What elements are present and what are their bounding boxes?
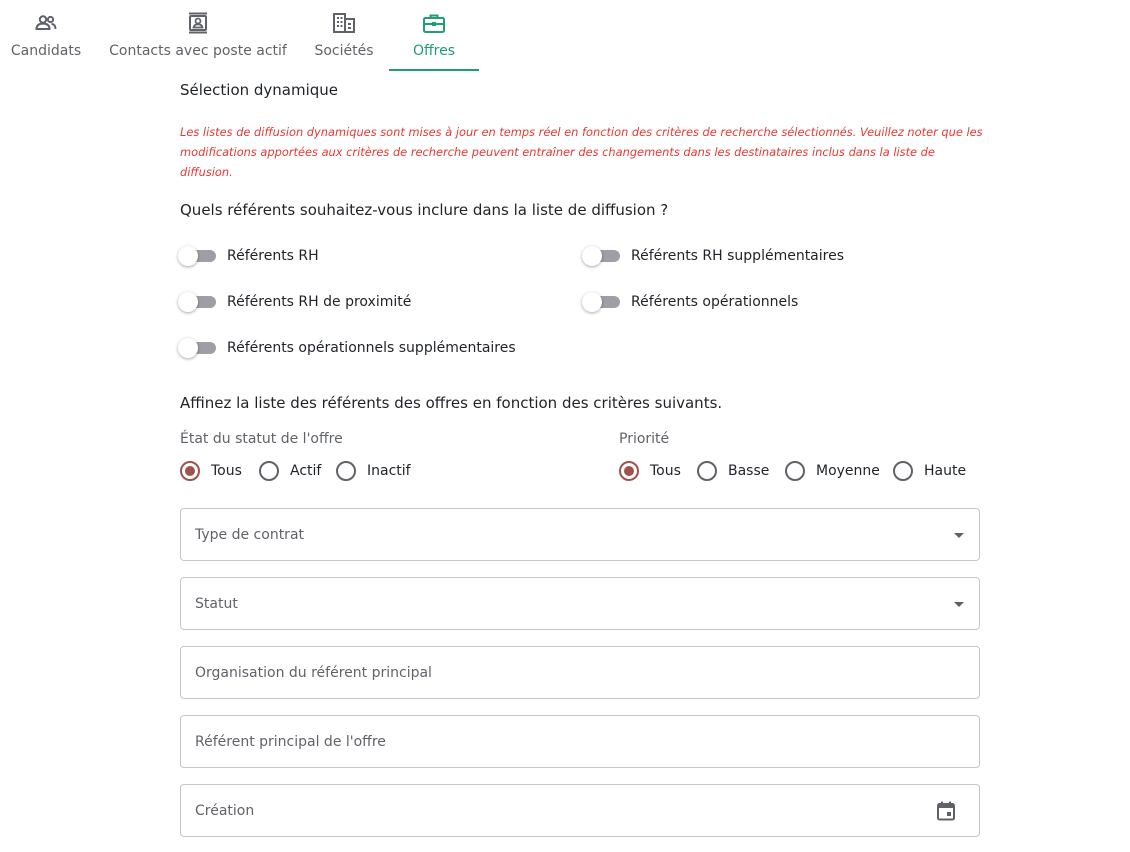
tab-label: Contacts avec poste actif bbox=[109, 43, 287, 59]
switch-track[interactable] bbox=[584, 291, 620, 313]
toggle-label: Référents RH de proximité bbox=[227, 294, 412, 310]
briefcase-icon bbox=[423, 12, 445, 34]
tab-candidats[interactable] bbox=[5, 0, 87, 71]
field-placeholder: Organisation du référent principal bbox=[195, 664, 432, 681]
refine-title: Affinez la liste des référents des offres en fonction des critères suivants. bbox=[180, 394, 723, 412]
radio-circle[interactable] bbox=[336, 461, 356, 481]
tab-societes[interactable] bbox=[309, 0, 379, 71]
tab-label: Sociétés bbox=[314, 43, 374, 59]
contact-card-icon bbox=[188, 12, 208, 34]
radio-priority-tous[interactable] bbox=[619, 460, 681, 482]
building-icon bbox=[333, 12, 355, 34]
switch-track[interactable] bbox=[584, 245, 620, 267]
contract-type-select[interactable] bbox=[180, 508, 980, 561]
tab-label: Candidats bbox=[10, 43, 82, 59]
tab-contacts[interactable] bbox=[107, 0, 289, 71]
toggle-referents-rh-proximite[interactable] bbox=[180, 291, 411, 313]
radio-priority-haute[interactable] bbox=[893, 460, 966, 482]
radio-circle[interactable] bbox=[180, 461, 200, 481]
radio-priority-moyenne[interactable] bbox=[785, 460, 880, 482]
radio-status-tous[interactable] bbox=[180, 460, 242, 482]
radio-label: Actif bbox=[290, 463, 322, 479]
radio-status-inactif[interactable] bbox=[336, 460, 411, 482]
radio-label: Inactif bbox=[367, 463, 411, 479]
chevron-down-icon[interactable] bbox=[954, 533, 964, 538]
radio-label: Tous bbox=[211, 463, 242, 479]
radio-label: Haute bbox=[924, 463, 967, 479]
status-select[interactable] bbox=[180, 577, 980, 630]
chevron-down-icon[interactable] bbox=[954, 602, 964, 607]
radio-label: Basse bbox=[728, 463, 770, 479]
section-title: Sélection dynamique bbox=[180, 81, 339, 99]
toggle-label: Référents opérationnels supplémentaires bbox=[227, 340, 516, 356]
radio-status-actif[interactable] bbox=[259, 460, 321, 482]
toggle-label: Référents RH bbox=[227, 248, 319, 264]
organisation-input[interactable] bbox=[180, 646, 980, 699]
field-placeholder: Type de contrat bbox=[195, 526, 305, 543]
calendar-icon[interactable] bbox=[936, 801, 956, 821]
radio-priority-basse[interactable] bbox=[697, 460, 769, 482]
main-referent-input[interactable] bbox=[180, 715, 980, 768]
switch-track[interactable] bbox=[180, 245, 216, 267]
priority-group-label: Priorité bbox=[619, 431, 670, 447]
radio-circle[interactable] bbox=[259, 461, 279, 481]
field-placeholder: Référent principal de l'offre bbox=[195, 733, 386, 750]
toggle-referents-operationnels[interactable] bbox=[584, 291, 798, 313]
tab-label: Offres bbox=[412, 43, 456, 59]
field-placeholder: Statut bbox=[195, 595, 238, 612]
radio-circle[interactable] bbox=[697, 461, 717, 481]
creation-date-input[interactable] bbox=[180, 784, 980, 837]
switch-track[interactable] bbox=[180, 337, 216, 359]
status-group-label: État du statut de l'offre bbox=[180, 431, 343, 447]
toggle-referents-rh-supplementaires[interactable] bbox=[584, 245, 844, 267]
field-placeholder: Création bbox=[195, 802, 255, 819]
radio-circle[interactable] bbox=[893, 461, 913, 481]
radio-circle[interactable] bbox=[785, 461, 805, 481]
dynamic-list-warning: Les listes de diffusion dynamiques sont mises à jour en temps réel en fonction des critères de recherche sélectionnés. Veuillez noter que les modifications apportées aux critères de recherche peuvent entraîner des changements dans les destinataires inclus dans la liste de diffusion. bbox=[180, 125, 983, 179]
referents-question: Quels référents souhaitez-vous inclure dans la liste de diffusion ? bbox=[180, 201, 669, 219]
toggle-referents-rh[interactable] bbox=[180, 245, 319, 267]
radio-label: Moyenne bbox=[816, 463, 880, 479]
switch-track[interactable] bbox=[180, 291, 216, 313]
toggle-label: Référents RH supplémentaires bbox=[631, 248, 845, 264]
toggle-referents-operationnels-supplementaires[interactable] bbox=[180, 337, 516, 359]
radio-label: Tous bbox=[650, 463, 681, 479]
people-icon bbox=[35, 12, 57, 34]
tab-offres[interactable] bbox=[389, 0, 479, 71]
radio-circle[interactable] bbox=[619, 461, 639, 481]
toggle-label: Référents opérationnels bbox=[631, 294, 799, 310]
